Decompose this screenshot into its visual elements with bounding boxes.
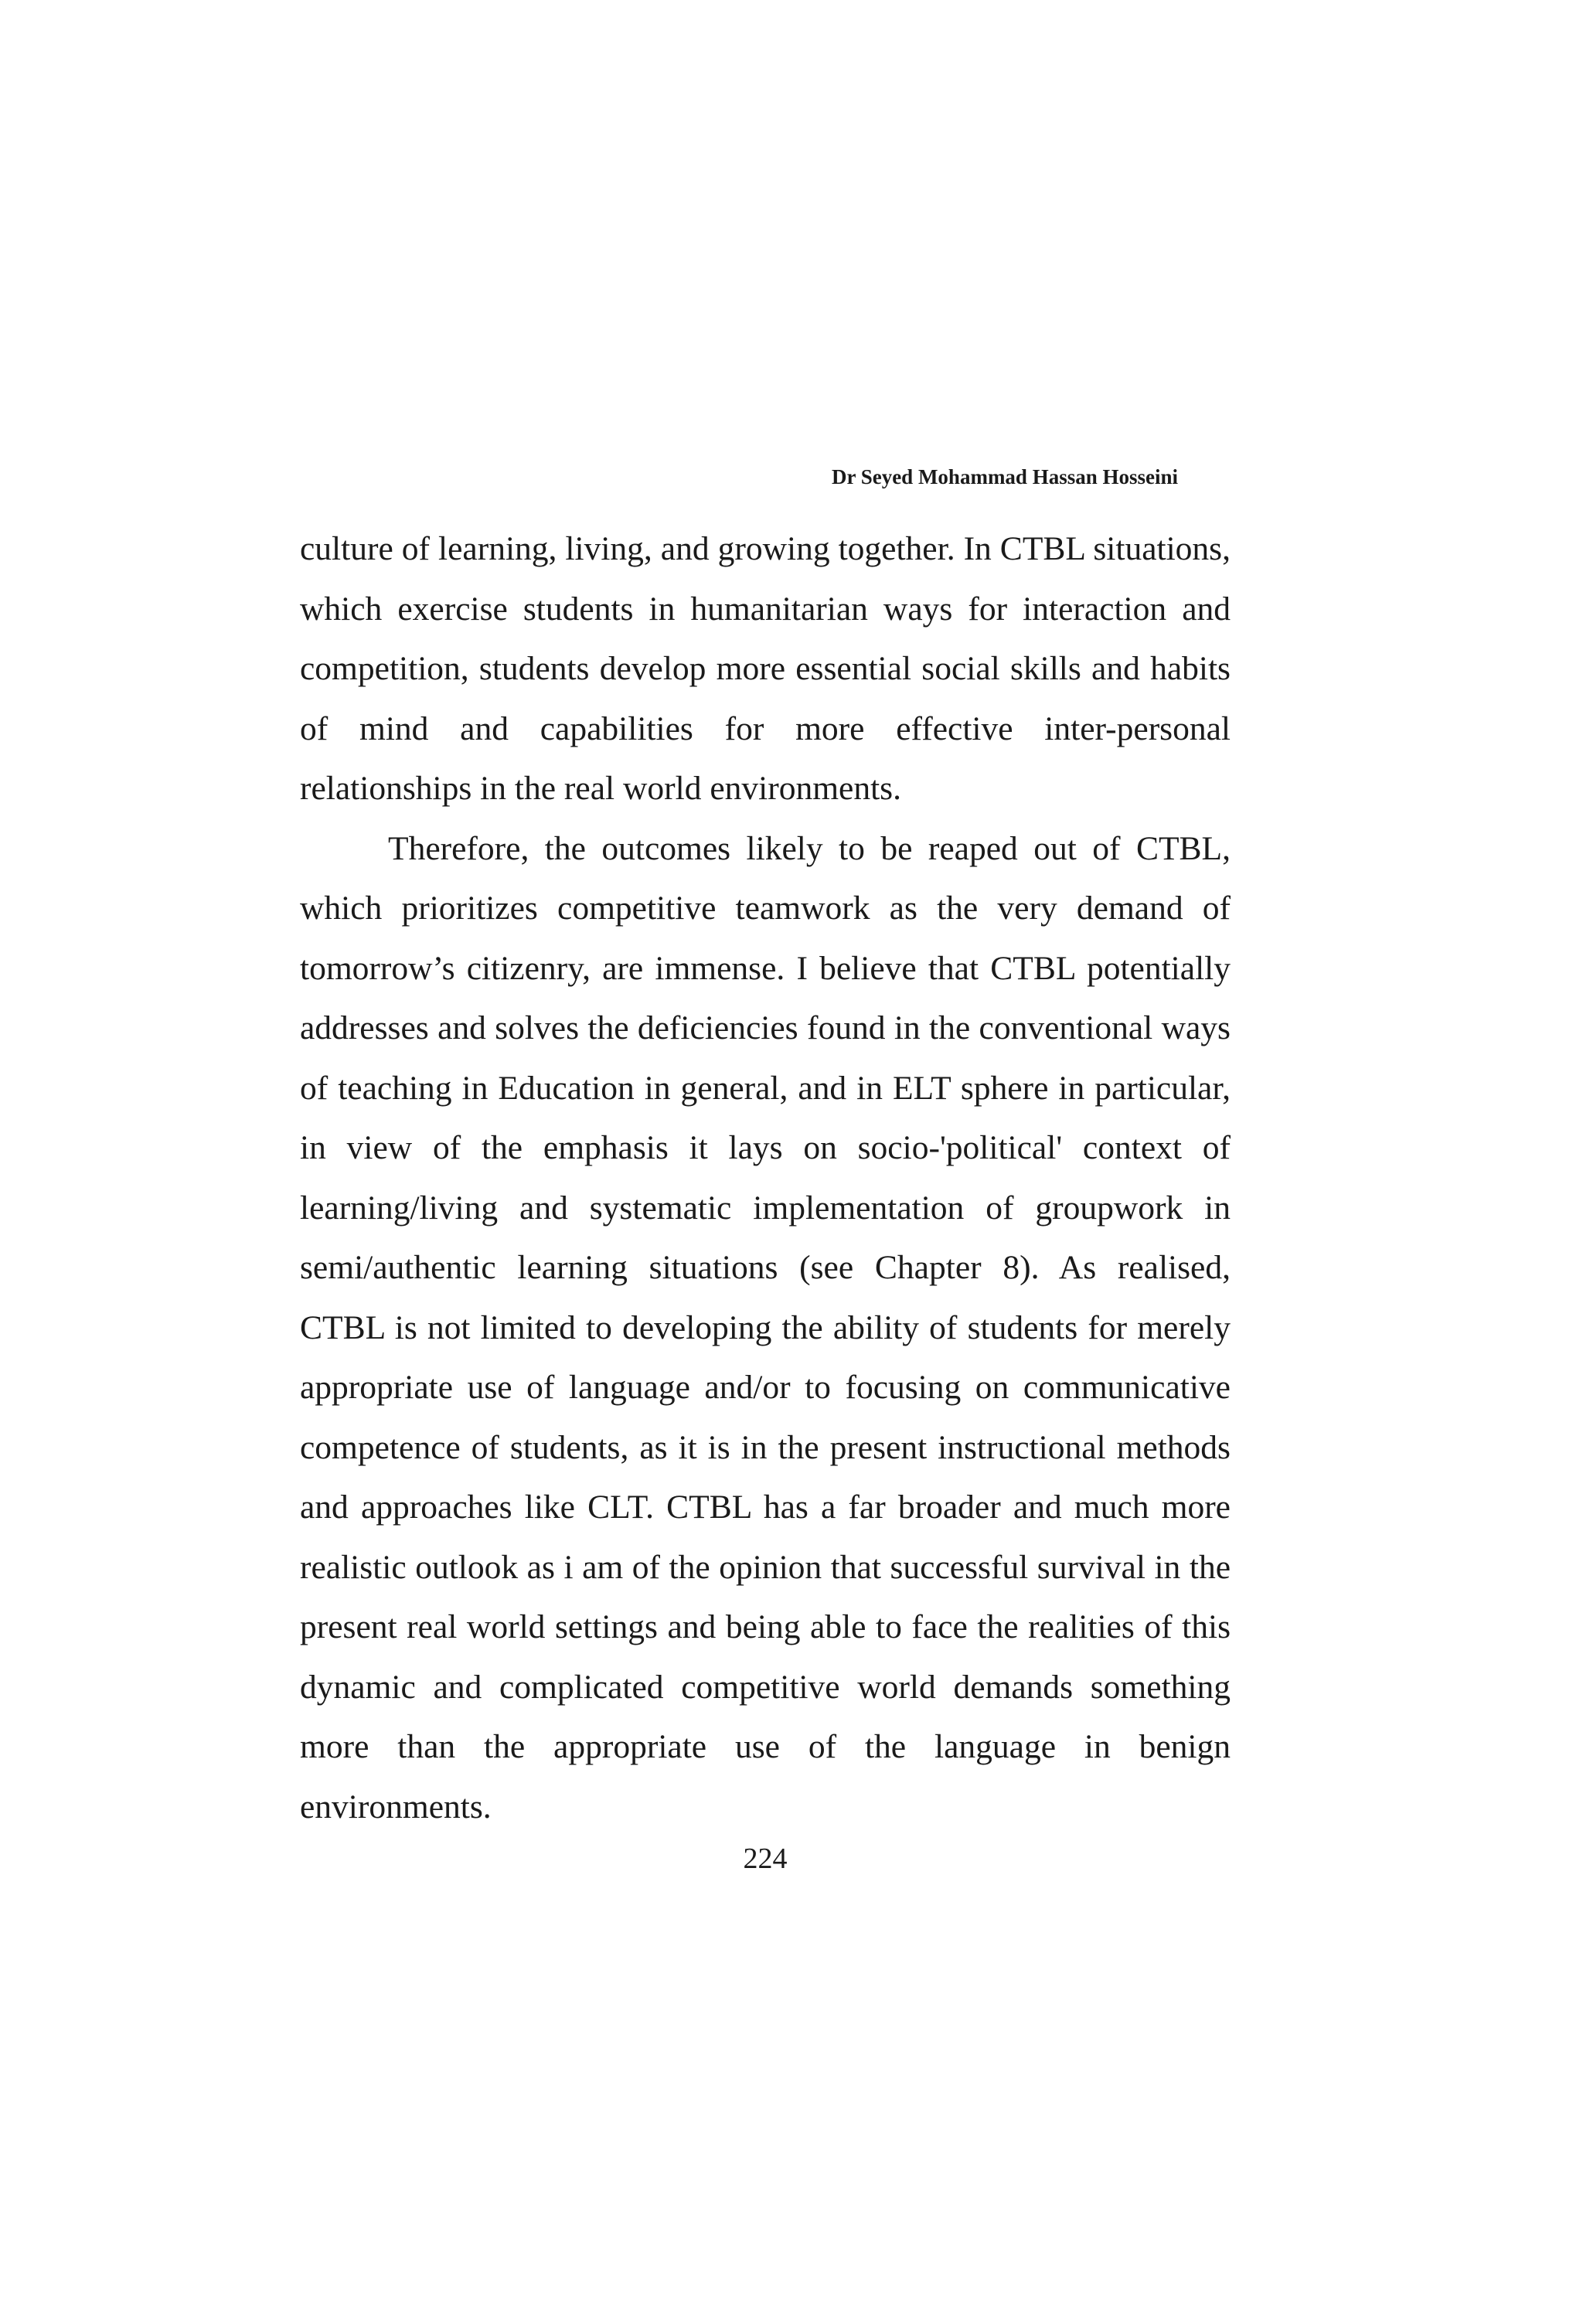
body-text: [300, 519, 1231, 1837]
paragraph-ctbl-outcomes: Therefore, the outcomes likely to be reaped out of CTBL, which prioritizes competitive teamwork as the very demand of tomorrow’s citizenry, are immense. I believe that CTBL potentially addresses and solves the deficiencies found in the conventional ways of teaching in Education in general, and in ELT sphere in particular, in view of the emphasis it lays on socio-'political' context of learning/living and systematic implementation of groupwork in semi/authentic learning situations (see Chapter 8). As realised, CTBL is not limited to developing the ability of students for merely appropriate use of language and/or to focusing on communicative competence of students, as it is in the present instructional methods and approaches like CLT. CTBL has a far broader and much more realistic outlook as i am of the opinion that successful survival in the present real world settings and being able to face the realities of this dynamic and complicated competitive world demands something more than the appropriate use of the language in benign environments.: [300, 829, 1231, 1826]
running-header-author: Dr Seyed Mohammad Hassan Hosseini: [831, 465, 1178, 488]
page-number: 224: [743, 1843, 788, 1875]
paragraph-continuation: culture of learning, living, and growing together. In CTBL situations, which exercise students in humanitarian ways for interaction and competition, students develop more essential social skills and habits of mind and capabilities for more effective inter-personal relationships in the real world environments.: [300, 530, 1231, 807]
